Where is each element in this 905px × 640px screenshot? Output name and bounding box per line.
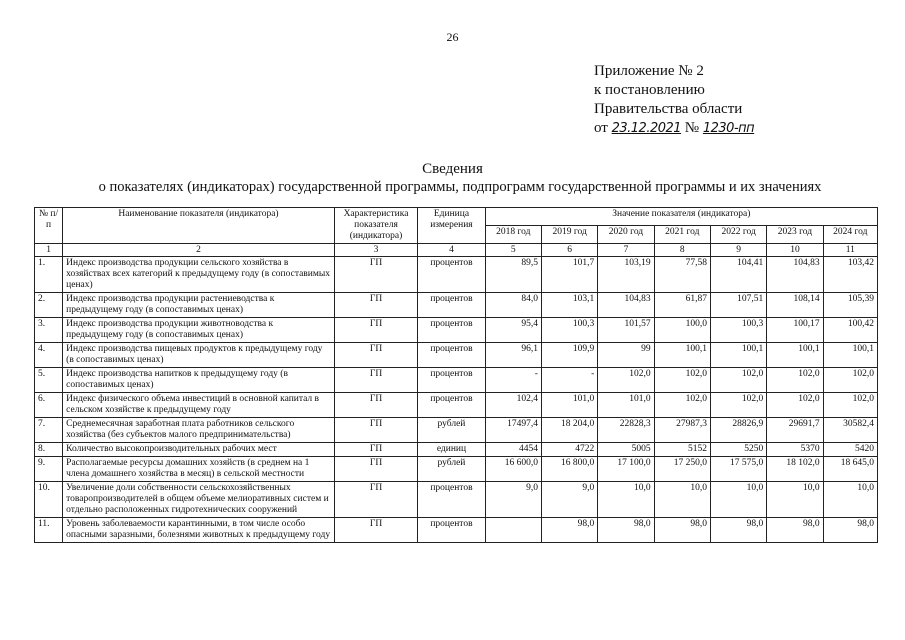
page-number: 26 [446, 30, 459, 44]
header-unit: Единица измерения [418, 208, 485, 244]
header-year: 2024 год [823, 226, 877, 244]
value-cell: 101,0 [598, 393, 654, 418]
unit-cell: процентов [418, 368, 485, 393]
header-characteristic: Характеристика показателя (индикатора) [334, 208, 417, 244]
indicator-name-cell: Располагаемые ресурсы домашних хозяйств (в среднем на 1 члена домашнего хозяйства в месяц) в сельской местности [63, 457, 335, 482]
value-cell: 102,0 [823, 393, 877, 418]
value-cell: 84,0 [485, 293, 541, 318]
table-row [35, 368, 878, 393]
indicator-name-cell: Индекс физического объема инвестиций в основной капитал в сельском хозяйстве к предыдущему году [63, 393, 335, 418]
characteristic-cell: ГП [334, 318, 417, 343]
value-cell: 17 250,0 [654, 457, 710, 482]
header-year: 2020 год [598, 226, 654, 244]
row-number-cell: 5. [35, 368, 63, 393]
table-row [35, 343, 878, 368]
value-cell: 102,0 [767, 368, 823, 393]
value-cell: 102,0 [823, 368, 877, 393]
header-year: 2021 год [654, 226, 710, 244]
header-values: Значение показателя (индикатора) [485, 208, 877, 226]
characteristic-cell: ГП [334, 518, 417, 543]
value-cell: 5370 [767, 443, 823, 457]
number-label: № [684, 120, 700, 136]
unit-cell: процентов [418, 343, 485, 368]
value-cell: 105,39 [823, 293, 877, 318]
value-cell: 100,1 [654, 343, 710, 368]
row-number-cell: 9. [35, 457, 63, 482]
value-cell: 17 100,0 [598, 457, 654, 482]
header-year: 2022 год [710, 226, 766, 244]
characteristic-cell: ГП [334, 457, 417, 482]
value-cell: 100,0 [654, 318, 710, 343]
characteristic-cell: ГП [334, 343, 417, 368]
value-cell: 98,0 [767, 518, 823, 543]
value-cell: 5250 [710, 443, 766, 457]
value-cell: 104,41 [710, 257, 766, 293]
value-cell: 102,0 [654, 393, 710, 418]
from-label: от [594, 120, 608, 136]
unit-cell: процентов [418, 257, 485, 293]
value-cell: 5005 [598, 443, 654, 457]
table-row [35, 443, 878, 457]
appendix-date-line [594, 119, 754, 138]
value-cell: 109,9 [541, 343, 597, 368]
value-cell: 10,0 [710, 482, 766, 518]
value-cell: 10,0 [823, 482, 877, 518]
value-cell: 100,17 [767, 318, 823, 343]
column-index-cell: 7 [598, 244, 654, 257]
column-index-cell: 4 [418, 244, 485, 257]
decree-number: 1230-пп [702, 121, 755, 136]
value-cell: 100,1 [823, 343, 877, 368]
value-cell: 100,3 [541, 318, 597, 343]
characteristic-cell: ГП [334, 443, 417, 457]
column-index-row [35, 244, 878, 257]
value-cell: 102,0 [710, 368, 766, 393]
document-title: Сведения [422, 161, 483, 177]
indicator-name-cell: Увеличение доли собственности сельскохозяйственных товаропроизводителей в общем объеме мелиоративных систем и отдельно расположенных гидротехнических сооружений [63, 482, 335, 518]
header-year: 2019 год [541, 226, 597, 244]
row-number-cell: 1. [35, 257, 63, 293]
header-year: 2023 год [767, 226, 823, 244]
indicator-name-cell: Индекс производства продукции животноводства к предыдущему году (в сопоставимых ценах) [63, 318, 335, 343]
value-cell: 100,42 [823, 318, 877, 343]
row-number-cell: 4. [35, 343, 63, 368]
value-cell: 102,4 [485, 393, 541, 418]
indicator-name-cell: Уровень заболеваемости карантинными, в том числе особо опасными заразными, болезнями животных к предыдущему году [63, 518, 335, 543]
value-cell: 95,4 [485, 318, 541, 343]
indicator-name-cell: Индекс производства пищевых продуктов к предыдущему году (в сопоставимых ценах) [63, 343, 335, 368]
value-cell: 98,0 [654, 518, 710, 543]
appendix-line-2: к постановлению [594, 82, 705, 98]
value-cell: 4454 [485, 443, 541, 457]
value-cell: 101,0 [541, 393, 597, 418]
unit-cell: процентов [418, 482, 485, 518]
column-index-cell: 6 [541, 244, 597, 257]
value-cell: 16 800,0 [541, 457, 597, 482]
value-cell: 98,0 [541, 518, 597, 543]
value-cell: 102,0 [710, 393, 766, 418]
value-cell: 4722 [541, 443, 597, 457]
value-cell: 98,0 [598, 518, 654, 543]
value-cell: 10,0 [654, 482, 710, 518]
indicator-name-cell: Количество высокопроизводительных рабочих мест [63, 443, 335, 457]
unit-cell: процентов [418, 293, 485, 318]
row-number-cell: 2. [35, 293, 63, 318]
unit-cell: единиц [418, 443, 485, 457]
row-number-cell: 10. [35, 482, 63, 518]
value-cell: 5152 [654, 443, 710, 457]
characteristic-cell: ГП [334, 418, 417, 443]
unit-cell: рублей [418, 418, 485, 443]
row-number-cell: 8. [35, 443, 63, 457]
characteristic-cell: ГП [334, 257, 417, 293]
value-cell: 100,1 [767, 343, 823, 368]
value-cell: 103,42 [823, 257, 877, 293]
value-cell: 18 204,0 [541, 418, 597, 443]
value-cell: - [541, 368, 597, 393]
value-cell: 108,14 [767, 293, 823, 318]
value-cell: 30582,4 [823, 418, 877, 443]
table-row [35, 318, 878, 343]
table-row [35, 257, 878, 293]
table-row [35, 418, 878, 443]
header-name: Наименование показателя (индикатора) [63, 208, 335, 244]
value-cell: 104,83 [598, 293, 654, 318]
indicator-name-cell: Индекс производства напитков к предыдущему году (в сопоставимых ценах) [63, 368, 335, 393]
column-index-cell: 8 [654, 244, 710, 257]
column-index-cell: 3 [334, 244, 417, 257]
value-cell: 102,0 [767, 393, 823, 418]
column-index-cell: 5 [485, 244, 541, 257]
unit-cell: рублей [418, 457, 485, 482]
appendix-line-1: Приложение № 2 [594, 63, 704, 79]
column-index-cell: 10 [767, 244, 823, 257]
unit-cell: процентов [418, 518, 485, 543]
column-index-cell: 9 [710, 244, 766, 257]
value-cell: 98,0 [823, 518, 877, 543]
unit-cell: процентов [418, 318, 485, 343]
value-cell: 61,87 [654, 293, 710, 318]
value-cell [485, 518, 541, 543]
value-cell: 17 575,0 [710, 457, 766, 482]
indicator-name-cell: Среднемесячная заработная плата работников сельского хозяйства (без субъектов малого предпринимательства) [63, 418, 335, 443]
column-index-cell: 1 [35, 244, 63, 257]
value-cell: 100,3 [710, 318, 766, 343]
value-cell: 102,0 [654, 368, 710, 393]
table-row [35, 293, 878, 318]
value-cell: 27987,3 [654, 418, 710, 443]
value-cell: 10,0 [767, 482, 823, 518]
value-cell: 18 102,0 [767, 457, 823, 482]
value-cell: 18 645,0 [823, 457, 877, 482]
table-row [35, 482, 878, 518]
value-cell: 17497,4 [485, 418, 541, 443]
value-cell: 101,57 [598, 318, 654, 343]
column-index-cell: 2 [63, 244, 335, 257]
table-row [35, 393, 878, 418]
value-cell: 96,1 [485, 343, 541, 368]
value-cell: 5420 [823, 443, 877, 457]
characteristic-cell: ГП [334, 293, 417, 318]
value-cell: 98,0 [710, 518, 766, 543]
row-number-cell: 7. [35, 418, 63, 443]
table-body [35, 257, 878, 543]
indicators-table [34, 207, 878, 543]
value-cell: 104,83 [767, 257, 823, 293]
value-cell: 103,1 [541, 293, 597, 318]
unit-cell: процентов [418, 393, 485, 418]
indicator-name-cell: Индекс производства продукции растениеводства к предыдущему году (в сопоставимых ценах) [63, 293, 335, 318]
appendix-block [594, 62, 754, 138]
value-cell: 29691,7 [767, 418, 823, 443]
document-subtitle: о показателях (индикаторах) государственной программы, подпрограмм государственной программы и их значениях [98, 179, 822, 195]
appendix-line-3: Правительства области [594, 101, 743, 117]
column-index-cell: 11 [823, 244, 877, 257]
value-cell: 89,5 [485, 257, 541, 293]
row-number-cell: 11. [35, 518, 63, 543]
value-cell: 101,7 [541, 257, 597, 293]
row-number-cell: 3. [35, 318, 63, 343]
value-cell: 9,0 [485, 482, 541, 518]
characteristic-cell: ГП [334, 482, 417, 518]
table-row [35, 457, 878, 482]
value-cell: 102,0 [598, 368, 654, 393]
value-cell: 9,0 [541, 482, 597, 518]
header-year: 2018 год [485, 226, 541, 244]
value-cell: 100,1 [710, 343, 766, 368]
value-cell: 28826,9 [710, 418, 766, 443]
header-num: № п/п [35, 208, 63, 244]
characteristic-cell: ГП [334, 368, 417, 393]
table-row [35, 518, 878, 543]
value-cell: 10,0 [598, 482, 654, 518]
value-cell: 22828,3 [598, 418, 654, 443]
value-cell: 107,51 [710, 293, 766, 318]
value-cell: 99 [598, 343, 654, 368]
value-cell: 16 600,0 [485, 457, 541, 482]
value-cell: 103,19 [598, 257, 654, 293]
characteristic-cell: ГП [334, 393, 417, 418]
row-number-cell: 6. [35, 393, 63, 418]
decree-date: 23.12.2021 [611, 121, 682, 136]
value-cell: - [485, 368, 541, 393]
value-cell: 77,58 [654, 257, 710, 293]
indicator-name-cell: Индекс производства продукции сельского хозяйства в хозяйствах всех категорий к предыдущему году (в сопоставимых ценах) [63, 257, 335, 293]
